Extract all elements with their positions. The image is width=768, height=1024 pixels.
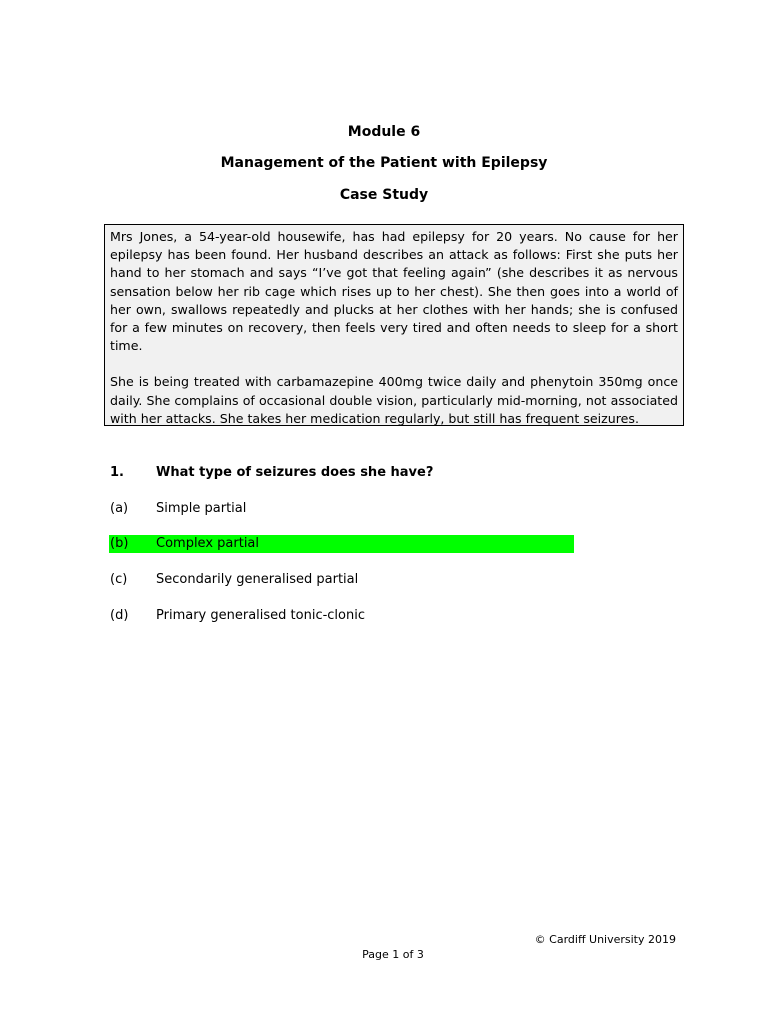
main-title: Management of the Patient with Epilepsy xyxy=(220,155,548,171)
option-text: Complex partial xyxy=(156,536,260,551)
question-text: What type of seizures does she have? xyxy=(156,465,434,480)
case-paragraph-1: Mrs Jones, a 54-year-old housewife, has had epilepsy for 20 years. No cause for her epilepsy has been found. Her husband describes an attack as follows: First she puts her hand to her stomach and says “I’ve got that feeling again” (she describes it as nervous sensation below her rib cage which rises up to her chest). She then goes into a world of her own, swallows repeatedly and plucks at her clothes with her hands; she is confused for a few minutes on recovery, then feels very tired and often needs to sleep for a short time. xyxy=(110,229,678,354)
case-study-box xyxy=(104,224,684,426)
option-letter: (b) xyxy=(110,536,129,551)
option-text: Primary generalised tonic-clonic xyxy=(156,608,365,623)
module-title: Module 6 xyxy=(347,124,421,140)
case-study-subtitle: Case Study xyxy=(339,187,429,203)
option-text: Secondarily generalised partial xyxy=(156,572,359,587)
option-letter: (a) xyxy=(110,501,129,516)
copyright-notice: © Cardiff University 2019 xyxy=(534,933,676,946)
option-text: Simple partial xyxy=(156,501,247,516)
question-number: 1. xyxy=(110,465,124,480)
option-letter: (c) xyxy=(110,572,128,587)
page-number: Page 1 of 3 xyxy=(362,948,424,961)
option-letter: (d) xyxy=(110,608,129,623)
case-paragraph-2: She is being treated with carbamazepine 400mg twice daily and phenytoin 350mg once daily. She complains of occasional double vision, particularly mid-morning, not associated with her attacks. She takes her medication regularly, but still has frequent seizures. xyxy=(110,374,678,426)
